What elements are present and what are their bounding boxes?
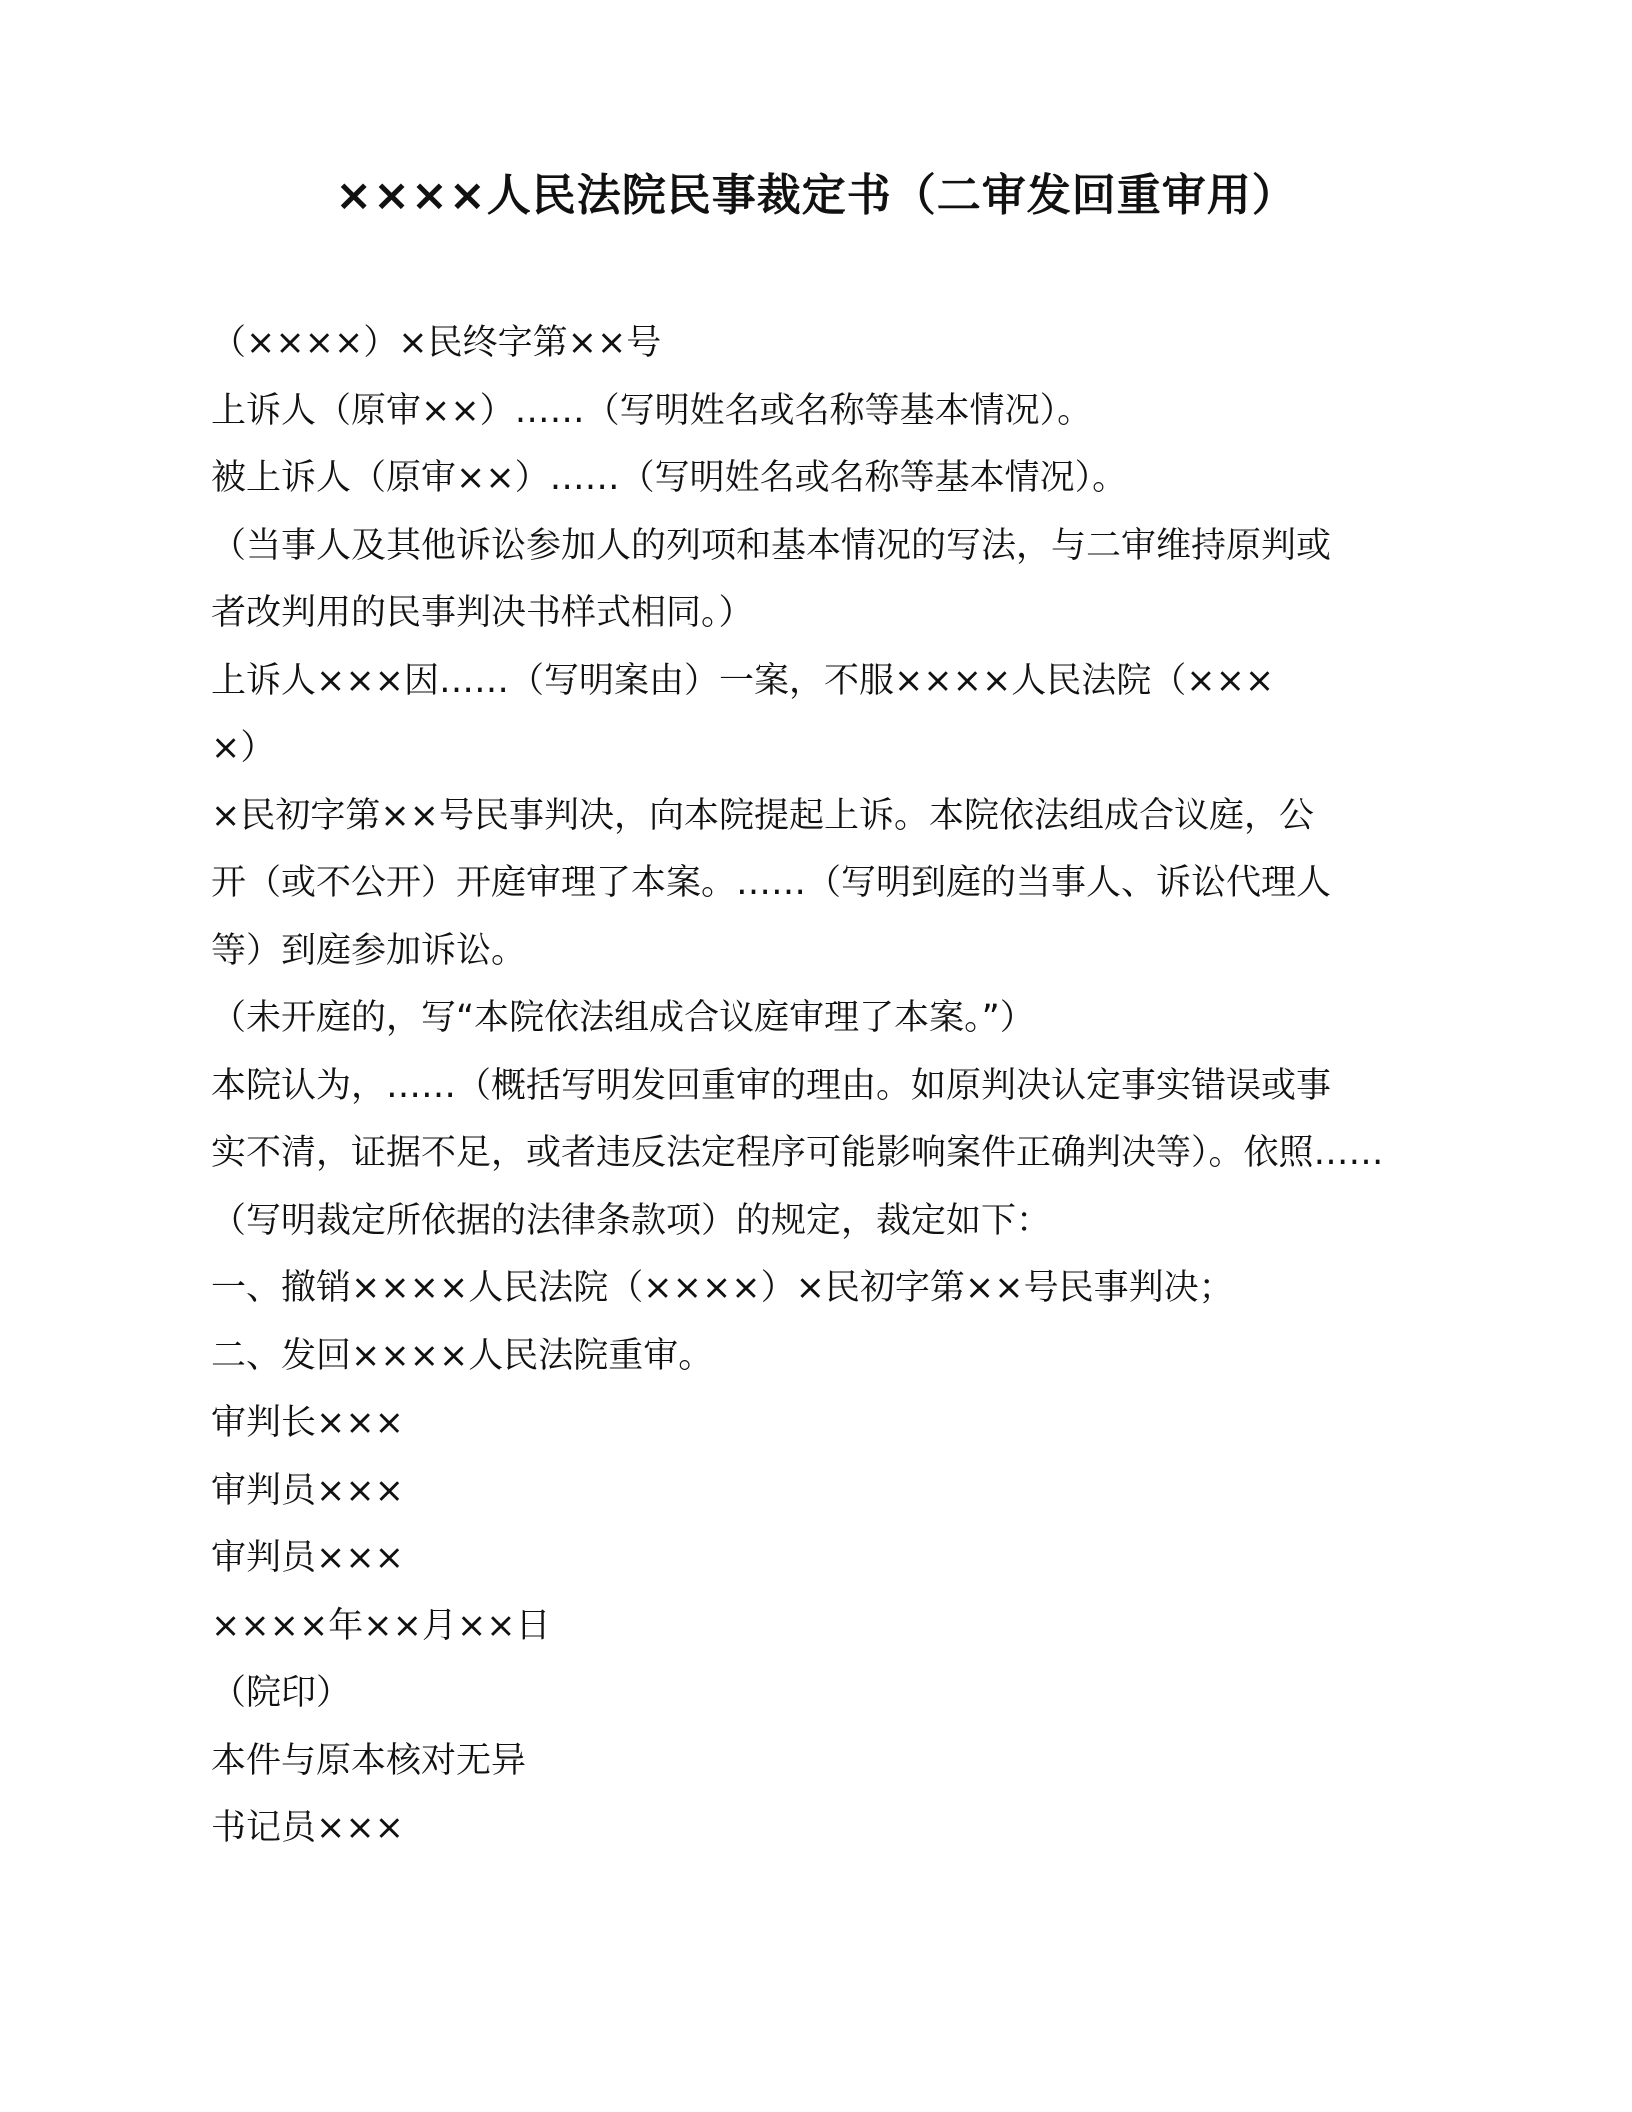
case-number: （××××）×民终字第××号 — [211, 323, 662, 363]
document-title: ××××人民法院民事裁定书（二审发回重审用） — [335, 170, 1297, 221]
no-hearing-note: （未开庭的，写“本院依法组成合议庭审理了本案。”） — [211, 998, 1035, 1038]
court-seal: （院印） — [211, 1673, 352, 1713]
appellee-line: 被上诉人（原审××）……（写明姓名或名称等基本情况）。 — [211, 458, 1128, 498]
verification-note: 本件与原本核对无异 — [211, 1740, 527, 1781]
appeal-line-4: 开（或不公开）开庭审理了本案。……（写明到庭的当事人、诉讼代理人 — [211, 863, 1332, 903]
party-note-line-2: 者改判用的民事判决书样式相同。） — [211, 593, 754, 633]
appeal-line-2: ×） — [211, 728, 276, 768]
judge-1: 审判员××× — [211, 1470, 404, 1511]
date-line: ××××年××月××日 — [211, 1605, 551, 1646]
ruling-item-2: 二、发回××××人民法院重审。 — [211, 1335, 714, 1376]
presiding-judge: 审判长××× — [211, 1403, 404, 1443]
ruling-item-1: 一、撤销××××人民法院（××××）×民初字第××号民事判决； — [211, 1268, 1234, 1308]
appeal-line-3: ×民初字第××号民事判决，向本院提起上诉。本院依法组成合议庭，公 — [211, 795, 1314, 836]
appellant-line: 上诉人（原审××）……（写明姓名或名称等基本情况）。 — [211, 390, 1093, 431]
court-opinion-line-3: （写明裁定所依据的法律条款项）的规定，裁定如下： — [211, 1200, 1052, 1241]
clerk-line: 书记员××× — [211, 1808, 404, 1848]
appeal-line-5: 等）到庭参加诉讼。 — [211, 930, 527, 971]
party-note-line-1: （当事人及其他诉讼参加人的列项和基本情况的写法，与二审维持原判或 — [211, 525, 1332, 566]
appeal-line-1: 上诉人×××因……（写明案由）一案，不服××××人民法院（××× — [211, 660, 1275, 701]
court-opinion-line-2: 实不清，证据不足，或者违反法定程序可能影响案件正确判决等）。依照…… — [211, 1133, 1384, 1173]
court-opinion-line-1: 本院认为，……（概括写明发回重审的理由。如原判决认定事实错误或事 — [211, 1065, 1332, 1106]
judge-2: 审判员××× — [211, 1538, 404, 1578]
document-body — [211, 310, 1436, 1863]
